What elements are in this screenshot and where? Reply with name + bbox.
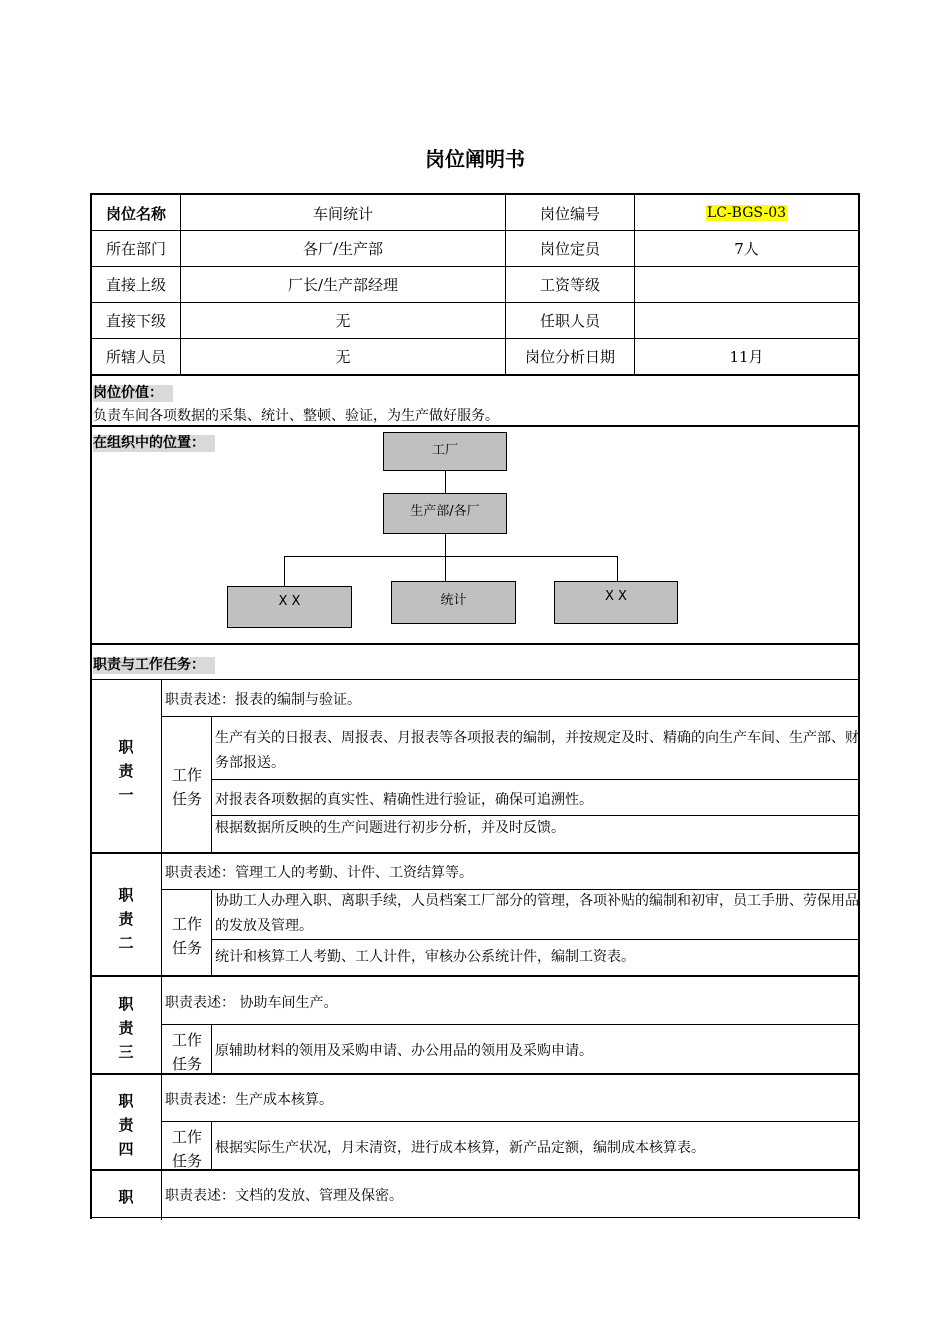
duty-3-label: 职 责 三 xyxy=(118,995,134,1061)
org-box-left: X X xyxy=(227,586,352,628)
supervisor-label: 直接上级 xyxy=(105,276,166,294)
duty-2-label: 职 责 二 xyxy=(118,886,134,952)
analysis-date-value: 11月 xyxy=(729,348,764,366)
org-connector xyxy=(617,556,618,581)
duty-2-task-1: 协助工人办理入职、离职手续，人员档案工厂部分的管理，各项补贴的编制和初审，员工手册、劳保用品的发放及管理。 xyxy=(215,893,859,934)
job-code-value: LC-BGS-03 xyxy=(706,205,787,221)
job-name-value: 车间统计 xyxy=(312,204,373,223)
salary-grade-label: 工资等级 xyxy=(539,276,600,294)
duties-label: 职责与工作任务： xyxy=(93,657,215,674)
staff-label: 所辖人员 xyxy=(105,348,166,366)
org-connector xyxy=(284,556,285,586)
duty-1-statement: 职责表述：报表的编制与验证。 xyxy=(165,692,361,708)
org-connector xyxy=(445,556,446,581)
grid-line xyxy=(90,374,860,376)
duty-1-task-2: 对报表各项数据的真实性、精确性进行验证，确保可追溯性。 xyxy=(215,792,593,808)
grid-line xyxy=(161,716,860,717)
duty-4-task-1: 根据实际生产状况，月末清资，进行成本核算，新产品定额，编制成本核算表。 xyxy=(215,1140,705,1156)
analysis-date-label: 岗位分析日期 xyxy=(524,348,615,366)
job-code-label: 岗位编号 xyxy=(539,204,600,223)
incumbent-value xyxy=(635,303,858,338)
document-title: 岗位阐明书 xyxy=(425,147,525,171)
job-value-label: 岗位价值： xyxy=(93,385,173,402)
subordinate-value: 无 xyxy=(335,312,351,330)
grid-line xyxy=(90,975,860,977)
org-position-label: 在组织中的位置： xyxy=(93,435,215,452)
duty-3-statement: 职责表述： 协助车间生产。 xyxy=(165,995,338,1011)
grid-line xyxy=(161,1024,860,1025)
job-value-text: 负责车间各项数据的采集、统计、整顿、验证，为生产做好服务。 xyxy=(93,408,499,424)
subordinate-label: 直接下级 xyxy=(105,312,166,330)
duty-5-label: 职 xyxy=(118,1188,134,1206)
org-box-right: X X xyxy=(554,581,678,624)
duty-5-statement: 职责表述：文档的发放、管理及保密。 xyxy=(165,1188,403,1204)
duty-1-task-3: 根据数据所反映的生产问题进行初步分析，并及时反馈。 xyxy=(215,820,565,836)
duty-4-statement: 职责表述：生产成本核算。 xyxy=(165,1092,333,1108)
duty-4-work-label: 工作 任务 xyxy=(171,1128,202,1170)
department-label: 所在部门 xyxy=(105,240,166,258)
department-value: 各厂/生产部 xyxy=(302,240,384,258)
duty-2-work-label: 工作 任务 xyxy=(171,915,202,957)
org-box-factory: 工厂 xyxy=(383,432,507,471)
section-divider xyxy=(90,643,860,645)
headcount-value: 7人 xyxy=(734,240,759,258)
org-connector xyxy=(445,471,446,493)
duty-3-work-label: 工作 任务 xyxy=(171,1031,202,1073)
org-connector xyxy=(445,534,446,556)
grid-line xyxy=(90,852,860,854)
job-name-label: 岗位名称 xyxy=(105,204,166,223)
salary-grade-value xyxy=(635,267,858,302)
duty-1-task-1: 生产有关的日报表、周报表、月报表等各项报表的编制，并按规定及时、精确的向生产车间、生产部、财务部报送。 xyxy=(215,730,859,771)
section-divider xyxy=(90,425,860,427)
duty-1-label: 职 责 一 xyxy=(118,738,134,804)
duty-4-label: 职 责 四 xyxy=(118,1092,134,1158)
supervisor-value: 厂长/生产部经理 xyxy=(287,276,399,294)
headcount-label: 岗位定员 xyxy=(539,240,600,258)
incumbent-label: 任职人员 xyxy=(539,312,600,330)
duty-3-task-1: 原辅助材料的领用及采购申请、办公用品的领用及采购申请。 xyxy=(215,1043,593,1059)
org-box-statistics: 统计 xyxy=(391,581,516,624)
section-divider xyxy=(90,679,860,680)
org-connector xyxy=(284,556,618,557)
org-box-production: 生产部/各厂 xyxy=(383,493,507,534)
duty-2-task-2: 统计和核算工人考勤、工人计件，审核办公系统计件，编制工资表。 xyxy=(215,949,635,965)
duty-2-statement: 职责表述：管理工人的考勤、计件、工资结算等。 xyxy=(165,865,473,881)
grid-line xyxy=(211,779,860,780)
job-code-cell xyxy=(635,196,858,230)
grid-line xyxy=(161,1121,860,1122)
grid-line xyxy=(90,1217,860,1218)
staff-value: 无 xyxy=(335,348,351,366)
grid-line xyxy=(211,939,860,940)
duty-1-work-label: 工作 任务 xyxy=(171,766,202,808)
